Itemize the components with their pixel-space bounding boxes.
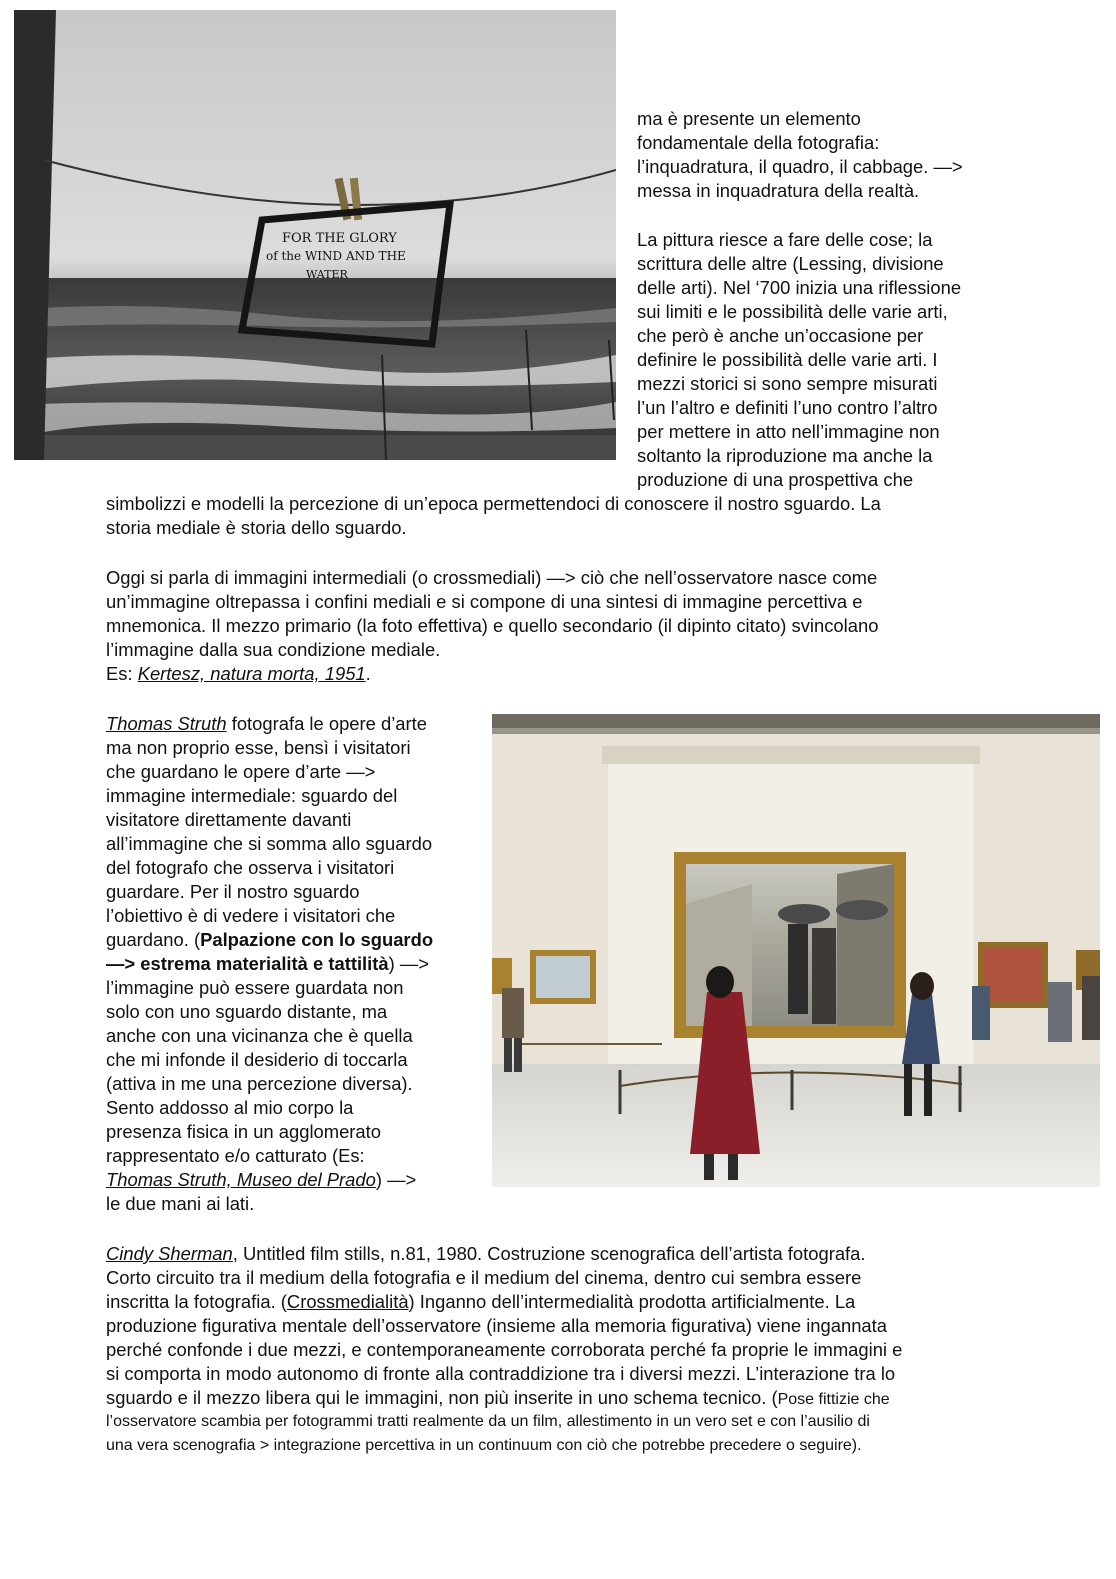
text-line: visitatore direttamente davanti [106,809,352,830]
text-line: Sento addosso al mio corpo la [106,1097,354,1118]
text-line: che guardano le opere d’arte —> [106,761,376,782]
museum-gallery-photo-icon [492,714,1100,1187]
text-span: fotografa le opere d’arte [226,713,427,734]
inscription-line-1: FOR THE GLORY [282,231,397,246]
text-line: messa in inquadratura della realtà. [637,180,920,201]
text-line: l’obiettivo è di vedere i visitatori che [106,905,396,926]
text-line: l’immagine può essere guardata non [106,977,404,998]
text-line: solo con uno sguardo distante, ma [106,1001,388,1022]
text-line: simbolizzi e modelli la percezione di un’epoca permettendoci di conoscere il nostro sguardo. La [106,493,881,514]
small-text-line: l’osservatore scambia per fotogrammi tratti realmente da un film, allestimento in un vero set e con l’ausilio di [106,1413,870,1430]
text-line [106,928,433,952]
inscription-line-3: WATER [306,268,348,281]
text-line: (attiva in me una percezione diversa). [106,1073,413,1094]
text-span: inscritta la fotografia. ( [106,1291,287,1312]
text-line: storia mediale è storia dello sguardo. [106,517,407,538]
bold-span: Palpazione con lo sguardo [200,929,434,950]
kertesz-link[interactable]: Kertesz, natura morta, 1951 [137,663,366,684]
text-line: Oggi si parla di immagini intermediali (o crossmediali) —> ciò che nell’osservatore nasce come [106,567,878,588]
text-line: ma non proprio esse, bensì i visitatori [106,737,411,758]
text-line: definire le possibilità delle varie arti. I [637,349,938,370]
text-line: ma è presente un elemento [637,108,861,129]
text-line: sui limiti e le possibilità delle varie arti, [637,301,948,322]
text-line: anche con una vicinanza che è quella [106,1025,413,1046]
example-prefix: Es: [106,663,138,684]
text-line: un’immagine oltrepassa i confini mediali e si compone di una sintesi di immagine percettiva e [106,591,863,612]
text-line [106,1242,866,1266]
inscription-line-2: of the WIND AND THE [266,249,406,263]
example-line [106,662,371,686]
text-span: guardano. ( [106,929,201,950]
text-line [106,952,429,976]
text-span: ) —> [388,953,429,974]
text-line: immagine intermediale: sguardo del [106,785,398,806]
text-line: presenza fisica in un agglomerato [106,1121,381,1142]
text-line: scrittura delle altre (Lessing, divisione [637,253,944,274]
text-line: mezzi storici si sono sempre misurati [637,373,938,394]
museum-photo [492,714,1100,1187]
text-line [106,1290,855,1314]
text-line: soltanto la riproduzione ma anche la [637,445,933,466]
text-line: fondamentale della fotografia: [637,132,880,153]
text-line [106,1386,890,1412]
text-line [106,712,427,736]
text-line: produzione di una prospettiva che [637,469,914,490]
text-line: delle arti). Nel ‘700 inizia una riflessione [637,277,962,298]
text-line: Corto circuito tra il medium della fotografia e il medium del cinema, dentro cui sembra essere [106,1267,862,1288]
crossmedialita-link[interactable]: Crossmedialità [286,1291,409,1312]
frame-on-clothesline-photo-icon [14,10,616,460]
text-line: l’immagine dalla sua condizione mediale. [106,639,441,660]
small-text-span: Pose fittizie che [777,1391,890,1408]
text-line: rappresentato e/o catturato (Es: [106,1145,365,1166]
text-line: all’immagine che si somma allo sguardo [106,833,433,854]
text-span: , Untitled film stills, n.81, 1980. Costruzione scenografica dell’artista fotografa. [232,1243,866,1264]
text-span: ) Inganno dell’intermedialità prodotta artificialmente. La [408,1291,856,1312]
text-line: mnemonica. Il mezzo primario (la foto effettiva) e quello secondario (il dipinto citato) svincolano [106,615,879,636]
text-line: che però è anche un’occasione per [637,325,924,346]
museo-del-prado-link[interactable]: Thomas Struth, Museo del Prado [106,1169,376,1190]
cindy-sherman-link[interactable]: Cindy Sherman [106,1243,233,1264]
text-span: ) —> [375,1169,417,1190]
text-line: che mi infonde il desiderio di toccarla [106,1049,408,1070]
text-line: La pittura riesce a fare delle cose; la [637,229,933,250]
bold-span: —> estrema materialità e tattilità [106,953,389,974]
text-line: produzione figurativa mentale dell’osservatore (insieme alla memoria figurativa) viene ingannata [106,1315,887,1336]
text-span: sguardo e il mezzo libera qui le immagini, non più inserite in uno schema tecnico. ( [106,1387,778,1408]
text-line: l’un l’altro e definiti l’uno contro l’altro [637,397,938,418]
text-line: del fotografo che osserva i visitatori [106,857,395,878]
clothesline-frame-photo [14,10,616,460]
text-line: perché confonde i due mezzi, e contemporaneamente corroborata perché fa proprie le immagini e [106,1339,903,1360]
thomas-struth-link[interactable]: Thomas Struth [106,713,227,734]
small-text-line: una vera scenografia > integrazione percettiva in un continuum con ciò che potrebbe precedere o seguire). [106,1437,862,1454]
text-line [106,1168,416,1192]
text-line: le due mani ai lati. [106,1193,255,1214]
text-line: si comporta in modo autonomo di fronte alla contraddizione tra i diversi mezzi. L’interazione tra lo [106,1363,896,1384]
text-line: guardare. Per il nostro sguardo [106,881,360,902]
example-suffix: . [365,663,371,684]
text-line: l’inquadratura, il quadro, il cabbage. —> [637,156,963,177]
text-line: per mettere in atto nell’immagine non [637,421,940,442]
